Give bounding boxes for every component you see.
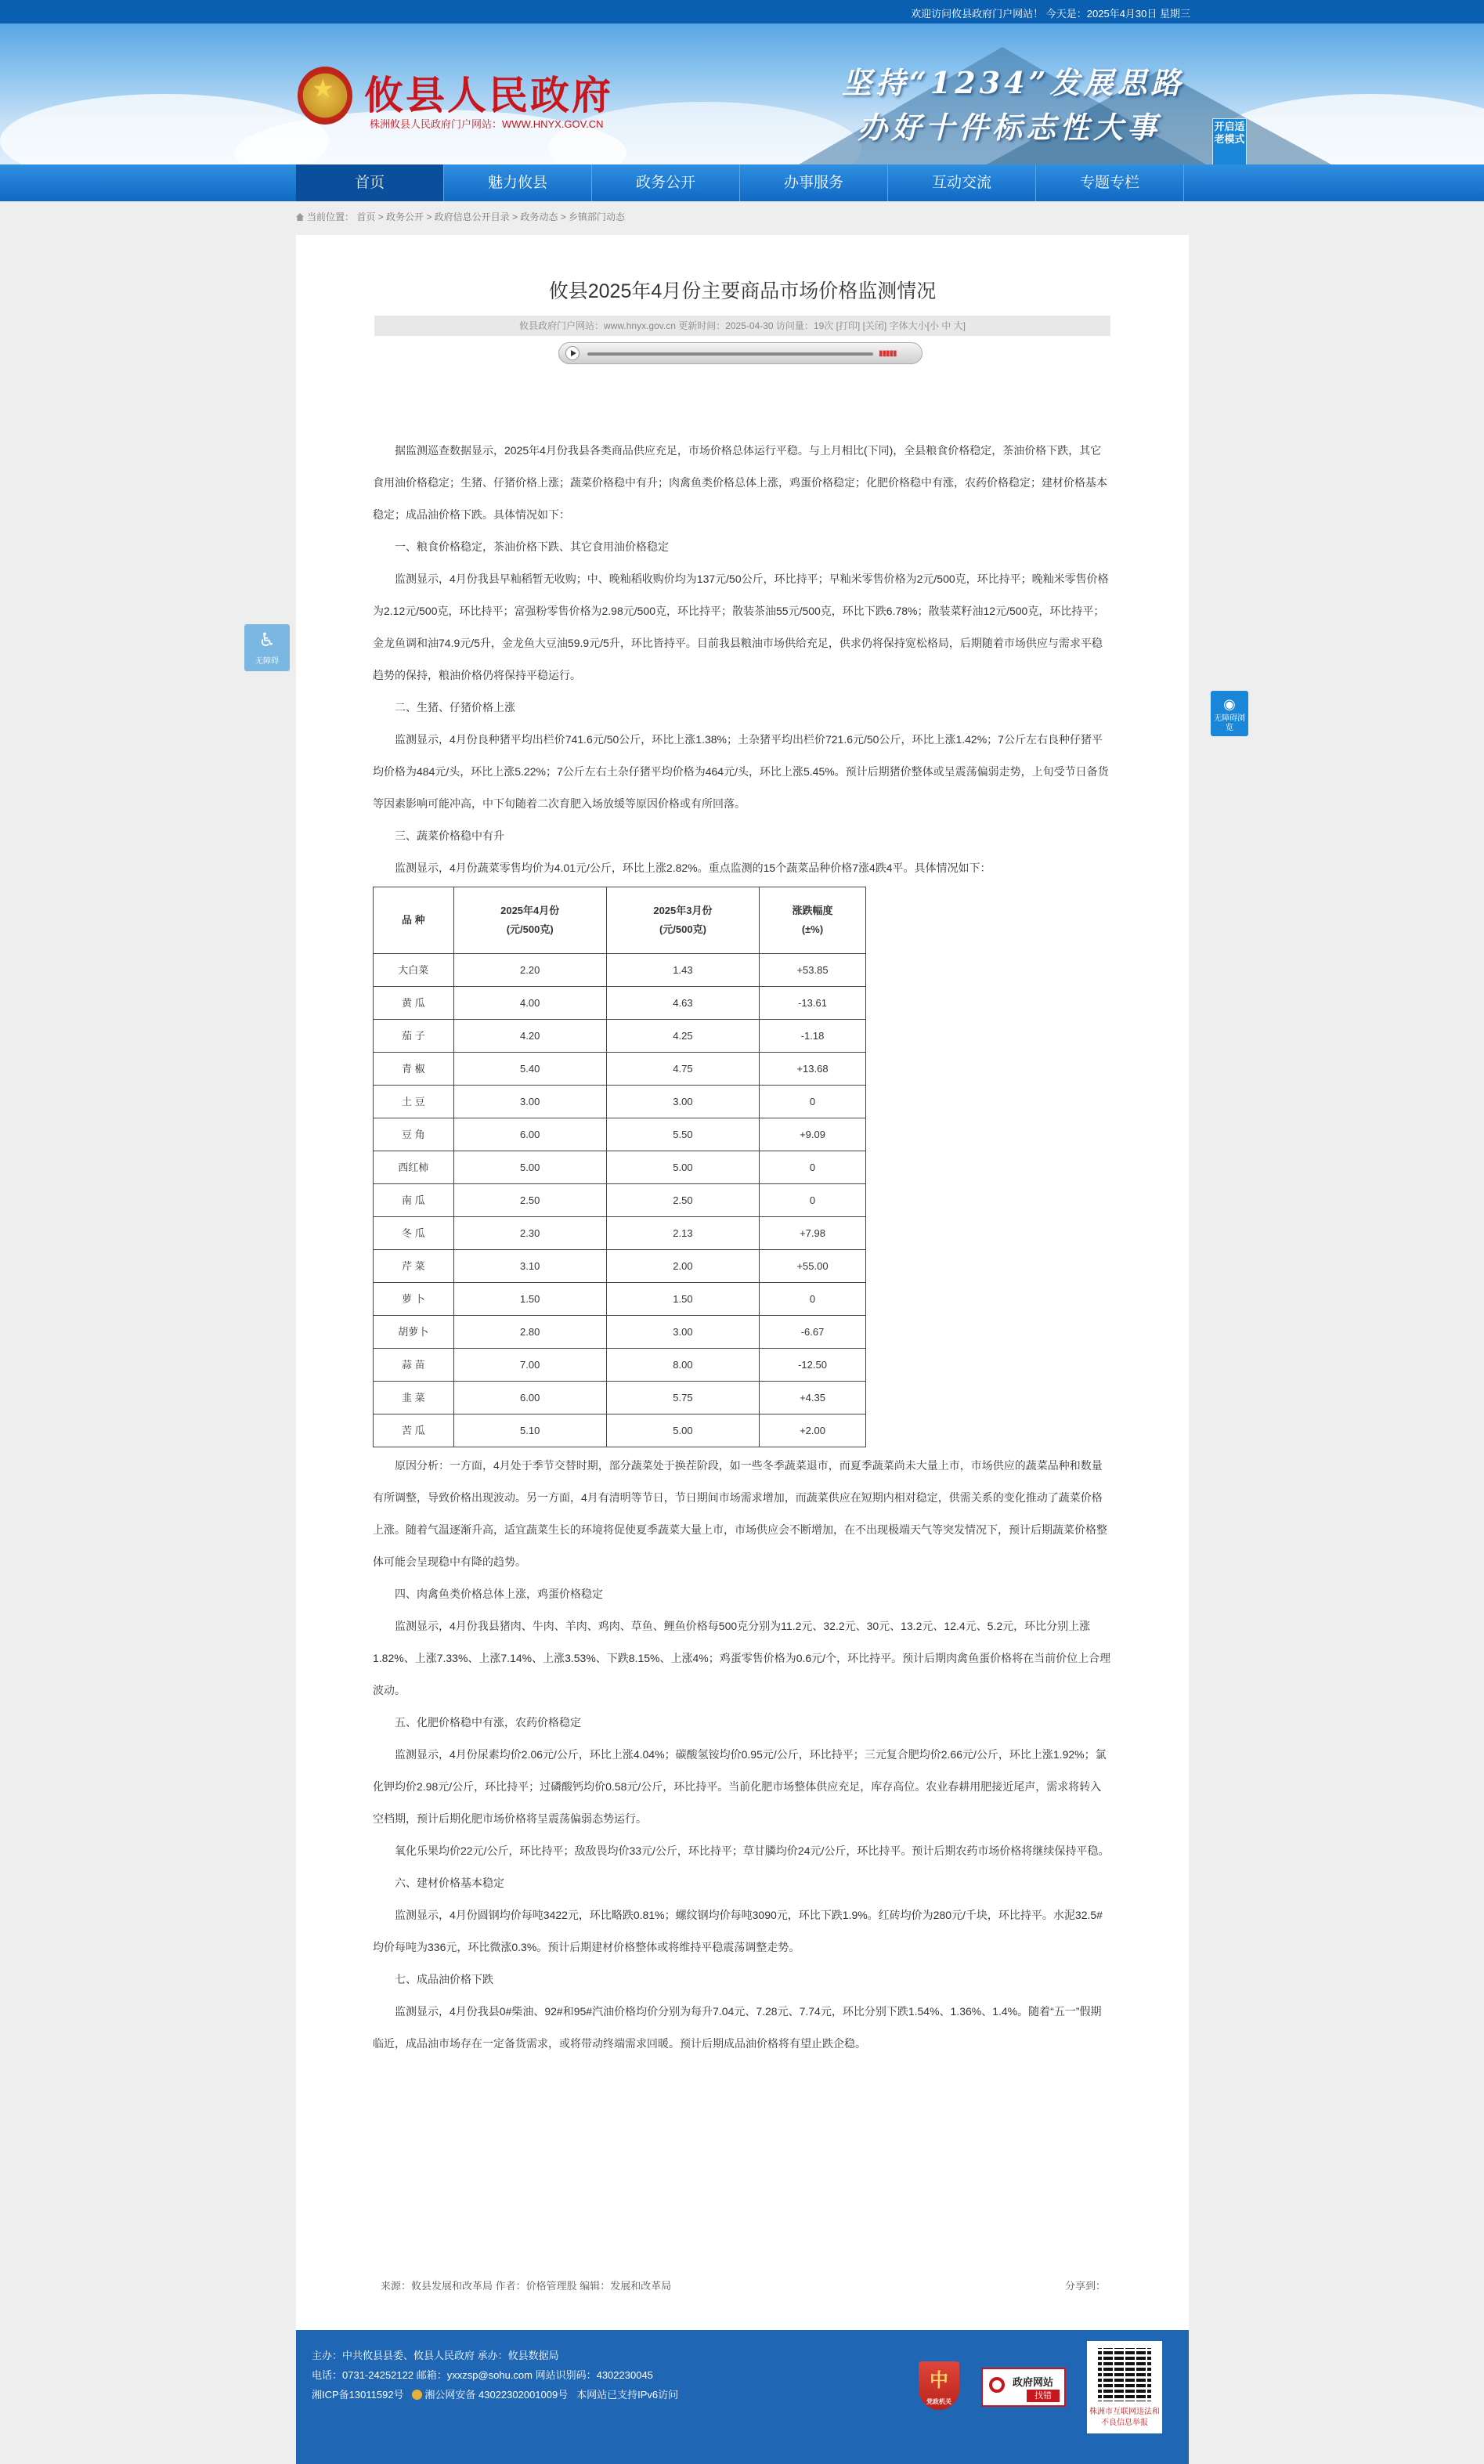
police-badge-icon (412, 2390, 422, 2400)
table-body (374, 954, 866, 1447)
price-cell: 6.00 (453, 1118, 606, 1151)
table-row (374, 1316, 866, 1349)
table-row (374, 954, 866, 987)
price-cell: 4.20 (453, 1020, 606, 1053)
article-section-heading: 四、肉禽鱼类价格总体上涨，鸡蛋价格稳定 (395, 1588, 603, 1600)
main-nav (0, 164, 1484, 201)
price-cell: +13.68 (760, 1053, 866, 1086)
price-cell: 0 (760, 1184, 866, 1217)
elder-mode-button[interactable]: 开启适老模式 (1212, 118, 1247, 164)
audio-player (558, 342, 923, 364)
article-paragraph: 监测显示，4月份良种猪平均出栏价741.6元/50公斤，环比上涨1.38%；土杂猪平均出栏价721.6元/50公斤，环比上涨1.42%；7公斤左右良种仔猪平均价格为484元/头，环比上涨5.22%；7公斤左右土杂仔猪平均价格为464元/头，环比上涨5.45%。预计后期猪价整体或呈震荡偏弱走势，上旬受节日备货等因素影响可能冲高，中下旬随着二次育肥入场放缓等原因价格或有所回落。 (373, 733, 1109, 810)
article-title: 攸县2025年4月份主要商品市场价格监测情况 (548, 280, 937, 302)
price-cell: -1.18 (760, 1020, 866, 1053)
price-cell: -12.50 (760, 1349, 866, 1382)
header-line: (元/500克) (659, 923, 706, 935)
wheelchair-icon: ♿ (258, 630, 276, 651)
footer-icp-link[interactable]: 湘ICP备13011592号 (312, 2389, 404, 2401)
price-cell: 2.30 (453, 1217, 606, 1250)
price-cell: 1.50 (453, 1283, 606, 1316)
top-bar (0, 0, 1484, 23)
vegetable-name-cell: 大白菜 (374, 954, 454, 987)
article-section-heading: 七、成品油价格下跌 (395, 1973, 493, 1985)
price-cell: 2.80 (453, 1316, 606, 1349)
table-row (374, 1151, 866, 1184)
site-title[interactable]: 攸县人民政府 (364, 72, 613, 118)
price-cell: 5.50 (606, 1118, 759, 1151)
vegetable-name-cell: 豆 角 (374, 1118, 454, 1151)
nav-item-services[interactable]: 办事服务 (740, 164, 888, 201)
price-cell: 5.10 (453, 1414, 606, 1447)
qr-code-icon (1096, 2346, 1154, 2404)
price-cell: 8.00 (606, 1349, 759, 1382)
table-row (374, 1184, 866, 1217)
article-section-heading: 二、生猪、仔猪价格上涨 (395, 701, 515, 714)
nav-item-interaction[interactable]: 互动交流 (888, 164, 1036, 201)
article-paragraph: 监测显示，4月份我县0#柴油、92#和95#汽油价格均价分别为每升7.04元、7.28元、7.74元，环比分别下跌1.54%、1.36%、1.4%。随着“五一”假期临近，成品油市场存在一定备货需求，或将带动终端需求回暖。预计后期成品油价格将有望止跌企稳。 (373, 2005, 1102, 2050)
price-cell: 1.43 (606, 954, 759, 987)
price-cell: 3.10 (453, 1250, 606, 1283)
vegetable-price-table (373, 887, 866, 1447)
footer-sponsor: 主办：中共攸县县委、攸县人民政府 承办：攸县数据局 (312, 2350, 559, 2361)
price-cell: -13.61 (760, 987, 866, 1020)
vegetable-name-cell: 土 豆 (374, 1086, 454, 1118)
national-emblem-icon: ★ (298, 67, 352, 125)
magnifier-icon (989, 2377, 1005, 2393)
table-header-cell (453, 887, 606, 954)
footer-records (312, 2385, 678, 2404)
nav-item-gov-affairs[interactable]: 政务公开 (592, 164, 740, 201)
article-paragraph: 监测显示，4月份圆钢均价每吨3422元，环比略跌0.81%；螺纹钢均价每吨3090元，环比下跌1.9%。红砖均价为280元/千块，环比持平。水泥32.5#均价每吨为336元，环比微涨0.3%。预计后期建材价格整体或将维持平稳震荡调整走势。 (373, 1909, 1103, 1953)
table-header-cell (760, 887, 866, 954)
price-cell: 5.00 (606, 1414, 759, 1447)
nav-item-special[interactable]: 专题专栏 (1036, 164, 1184, 201)
price-cell: 4.63 (606, 987, 759, 1020)
vegetable-name-cell: 韭 菜 (374, 1382, 454, 1414)
price-cell: 7.00 (453, 1349, 606, 1382)
breadcrumb-text[interactable]: 当前位置： 首页 > 政务公开 > 政府信息公开目录 > 政务动态 > 乡镇部门动态 (307, 211, 626, 222)
table-row (374, 1349, 866, 1382)
slogan-line-2: 办好十件标志性大事 (858, 110, 1161, 145)
qr-caption: 株洲市互联网违法和不良信息举报 (1089, 2408, 1160, 2427)
accessibility-left-label: 无障碍 (255, 657, 279, 666)
find-error-title: 政府网站 (1013, 2376, 1054, 2388)
article-section-heading: 五、化肥价格稳中有涨，农药价格稳定 (395, 1716, 581, 1729)
vegetable-name-cell: 萝 卜 (374, 1283, 454, 1316)
price-cell: 3.00 (606, 1316, 759, 1349)
table-row (374, 1118, 866, 1151)
table-header-cell (606, 887, 759, 954)
vegetable-name-cell: 茄 子 (374, 1020, 454, 1053)
header-banner (0, 23, 1484, 164)
vegetable-name-cell: 苦 瓜 (374, 1414, 454, 1447)
price-cell: +55.00 (760, 1250, 866, 1283)
price-cell: +2.00 (760, 1414, 866, 1447)
price-cell: 2.00 (606, 1250, 759, 1283)
article-section-heading: 三、蔬菜价格稳中有升 (395, 829, 504, 842)
article-container (296, 235, 1189, 2330)
accessibility-right-label: 无障碍浏览 (1214, 714, 1245, 732)
vegetable-name-cell: 胡萝卜 (374, 1316, 454, 1349)
price-cell: 1.50 (606, 1283, 759, 1316)
article-paragraph: 原因分析：一方面，4月处于季节交替时期，部分蔬菜处于换茬阶段，如一些冬季蔬菜退市，而夏季蔬菜尚未大量上市，市场供应的蔬菜品种和数量有所调整，导致价格出现波动。另一方面，4月有清明等节日，节日期间市场需求增加，而蔬菜供应在短期内相对稳定，供需关系的变化推动了蔬菜价格上涨。随着气温逐渐升高，适宜蔬菜生长的环境将促使夏季蔬菜大量上市，市场供应会不断增加，在不出现极端天气等突发情况下，预计后期蔬菜价格整体可能会呈现稳中有降的趋势。 (373, 1459, 1107, 1568)
vegetable-name-cell: 南 瓜 (374, 1184, 454, 1217)
vegetable-name-cell: 黄 瓜 (374, 987, 454, 1020)
welcome-date-text: 欢迎访问攸县政府门户网站！ 今天是：2025年4月30日 星期三 (911, 8, 1190, 20)
site-footer (296, 2330, 1189, 2464)
table-row (374, 1250, 866, 1283)
audio-progress-bar[interactable] (587, 352, 873, 356)
footer-info (312, 2346, 678, 2404)
play-icon[interactable] (565, 346, 580, 360)
table-row (374, 987, 866, 1020)
price-cell: 4.00 (453, 987, 606, 1020)
table-row (374, 1020, 866, 1053)
share-label[interactable]: 分享到： (1065, 2280, 1107, 2292)
table-row (374, 1382, 866, 1414)
table-header-row (374, 887, 866, 954)
price-cell: 5.75 (606, 1382, 759, 1414)
price-cell: 4.75 (606, 1053, 759, 1086)
price-cell: -6.67 (760, 1316, 866, 1349)
site-subtitle: 株洲攸县人民政府门户网站：WWW.HNYX.GOV.CN (370, 118, 604, 130)
article-paragraph: 据监测巡查数据显示，2025年4月份我县各类商品供应充足，市场价格总体运行平稳。与上月相比(下同)，全县粮食价格稳定，茶油价格下跌，其它食用油价格稳定；生猪、仔猪价格上涨；蔬菜价格稳中有升；肉禽鱼类价格总体上涨，鸡蛋价格稳定；化肥价格稳中有涨，农药价格稳定；建材价格基本稳定；成品油价格下跌。具体情况如下： (373, 444, 1107, 521)
nav-item-charm[interactable]: 魅力攸县 (444, 164, 592, 201)
accessibility-right-button[interactable] (1211, 691, 1248, 736)
article-source-line: 来源：攸县发展和改革局 作者：价格管理股 编辑：发展和改革局 (381, 2280, 672, 2292)
nav-item-home[interactable]: 首页 (296, 164, 444, 201)
accessibility-left-button[interactable] (244, 624, 290, 671)
article-paragraph: 监测显示，4月份尿素均价2.06元/公斤，环比上涨4.04%；碳酸氢铵均价0.95元/公斤，环比持平；三元复合肥均价2.66元/公斤，环比上涨1.92%；氯化钾均价2.98元/公斤，环比持平；过磷酸钙均价0.58元/公斤，环比持平。当前化肥市场整体供应充足，库存高位。农业春耕用肥接近尾声，需求将转入空档期，预计后期化肥市场价格将呈震荡偏弱态势运行。 (373, 1748, 1107, 1825)
price-cell: 6.00 (453, 1382, 606, 1414)
vegetable-name-cell: 芹 菜 (374, 1250, 454, 1283)
price-cell: +4.35 (760, 1382, 866, 1414)
header-line: 2025年4月份 (500, 905, 560, 916)
report-qr-box[interactable] (1087, 2341, 1162, 2433)
table-row (374, 1217, 866, 1250)
price-cell: 0 (760, 1283, 866, 1316)
price-cell: 2.50 (453, 1184, 606, 1217)
footer-contact: 电话：0731-24252122 邮箱：yxxzsp@sohu.com 网站识别码：4302230045 (312, 2369, 653, 2381)
header-line: 品 种 (401, 914, 425, 926)
price-cell: 5.00 (606, 1151, 759, 1184)
vegetable-name-cell: 蒜 苗 (374, 1349, 454, 1382)
article-body (373, 435, 1112, 2060)
home-icon (296, 213, 304, 221)
price-cell: 2.20 (453, 954, 606, 987)
eye-icon: ◉ (1223, 696, 1236, 712)
article-paragraph: 监测显示，4月份我县猪肉、牛肉、羊肉、鸡肉、草鱼、鲤鱼价格每500克分别为11.2元、32.2元、30元、13.2元、12.4元、5.2元，环比分别上涨1.82%、上涨7.33%、上涨7.14%、上涨3.53%、下跌8.15%、上涨4%；鸡蛋零售价格为0.6元/个，环比持平。预计后期肉禽鱼蛋价格将在当前价位上合理波动。 (373, 1620, 1111, 1696)
party-gov-badge-label: 党政机关 (926, 2398, 951, 2405)
price-cell: 3.00 (606, 1086, 759, 1118)
table-header-cell (374, 887, 454, 954)
header-line: (±%) (801, 923, 824, 935)
price-cell: +9.09 (760, 1118, 866, 1151)
article-paragraph: 氧化乐果均价22元/公斤，环比持平；敌敌畏均价33元/公斤，环比持平；草甘膦均价24元/公斤，环比持平。预计后期农药市场价格将继续保持平稳。 (395, 1844, 1110, 1857)
article-section-heading: 六、建材价格基本稳定 (395, 1877, 504, 1889)
table-row (374, 1414, 866, 1447)
find-error-button[interactable]: 找错 (1027, 2390, 1060, 2402)
header-line: (元/500克) (506, 923, 554, 935)
party-gov-badge[interactable]: 中 党政机关 (919, 2361, 959, 2410)
article-paragraph: 监测显示，4月份蔬菜零售均价为4.01元/公斤，环比上涨2.82%。重点监测的15个蔬菜品种价格7涨4跌4平。具体情况如下： (395, 862, 991, 874)
find-error-badge[interactable] (981, 2368, 1066, 2407)
price-cell: 0 (760, 1151, 866, 1184)
table-row (374, 1053, 866, 1086)
price-cell: 2.50 (606, 1184, 759, 1217)
price-cell: 3.00 (453, 1086, 606, 1118)
article-paragraph: 监测显示，4月份我县早籼稻暂无收购；中、晚籼稻收购价均为137元/50公斤，环比持平；早籼米零售价格为2元/500克，环比持平；晚籼米零售价格为2.12元/500克，环比持平；富强粉零售价格为2.98元/500克，环比持平；散装茶油55元/500克，环比下跌6.78%；散装菜籽油12元/500克，环比持平；金龙鱼调和油74.9元/5升，金龙鱼大豆油59.9元/5升，环比皆持平。目前我县粮油市场供给充足，供求仍将保持宽松格局，后期随着市场供应与需求平稳趋势的保持，粮油价格仍将保持平稳运行。 (373, 573, 1109, 681)
volume-icon[interactable]: ▮▮▮▮▮ (879, 349, 897, 358)
header-line: 涨跌幅度 (792, 905, 833, 916)
article-section-heading: 一、粮食价格稳定，茶油价格下跌、其它食用油价格稳定 (395, 540, 669, 553)
vegetable-name-cell: 冬 瓜 (374, 1217, 454, 1250)
price-cell: 5.40 (453, 1053, 606, 1086)
price-cell: 2.13 (606, 1217, 759, 1250)
price-cell: 4.25 (606, 1020, 759, 1053)
footer-police-link[interactable]: 湘公网安备 43022302001009号 (424, 2389, 569, 2401)
footer-ipv6-text: 本网站已支持IPv6访问 (576, 2389, 679, 2401)
slogan-line-1: 坚持“1234”发展思路 (842, 65, 1185, 100)
vegetable-name-cell: 西红柿 (374, 1151, 454, 1184)
header-line: 2025年3月份 (653, 905, 713, 916)
table-row (374, 1283, 866, 1316)
price-cell: 5.00 (453, 1151, 606, 1184)
price-cell: +7.98 (760, 1217, 866, 1250)
article-meta: 攸县政府门户网站：www.hnyx.gov.cn 更新时间：2025-04-30 访问量：19次 [打印] [关闭] 字体大小[小 中 大] (374, 316, 1110, 336)
breadcrumb (296, 210, 625, 223)
price-cell: 0 (760, 1086, 866, 1118)
price-cell: +53.85 (760, 954, 866, 987)
table-row (374, 1086, 866, 1118)
vegetable-name-cell: 青 椒 (374, 1053, 454, 1086)
